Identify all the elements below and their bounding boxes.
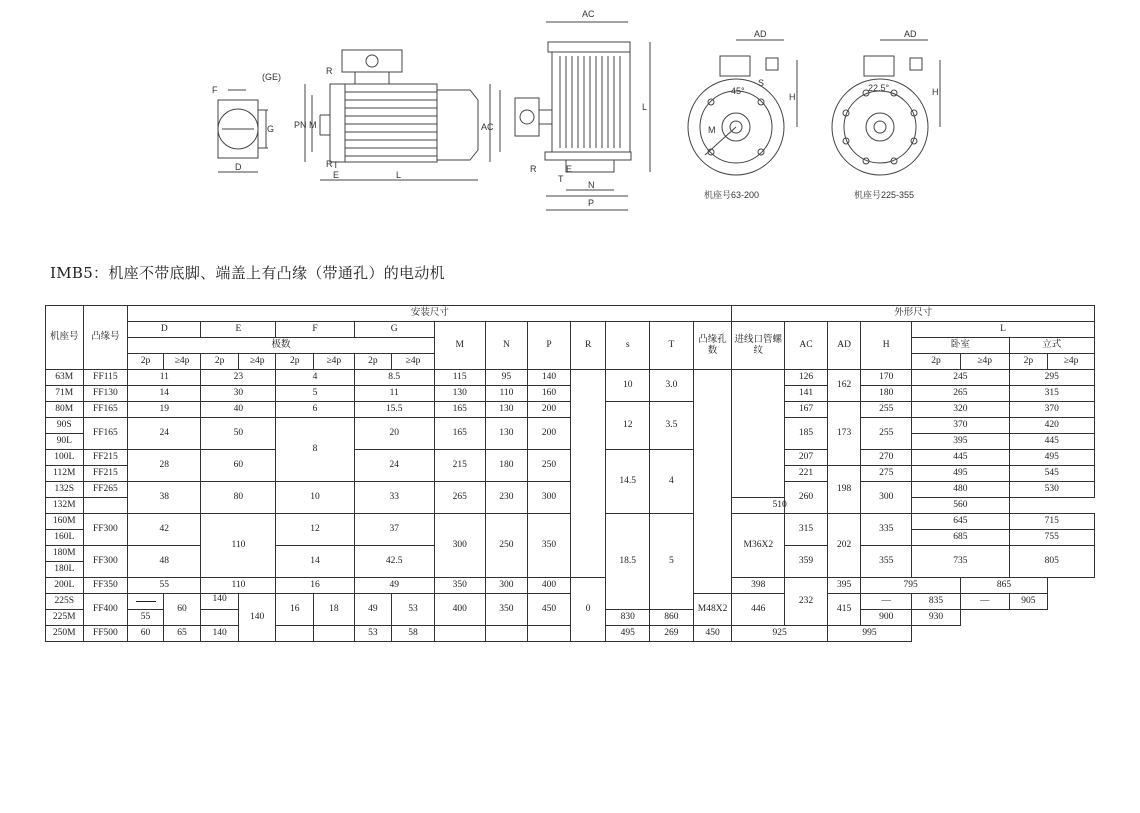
flange-cell bbox=[83, 498, 128, 514]
cell: 315 bbox=[785, 514, 828, 546]
label-h-2: H bbox=[932, 87, 939, 97]
cell: 905 bbox=[1009, 594, 1048, 610]
cell: 865 bbox=[960, 578, 1047, 594]
label-n-1: N bbox=[300, 120, 307, 130]
flange-cell: FF130 bbox=[83, 386, 128, 402]
flange-cell: FF165 bbox=[83, 418, 128, 450]
header-entry: 进线口管螺纹 bbox=[732, 322, 785, 370]
cell: 28 bbox=[128, 450, 201, 482]
cell: 4 bbox=[650, 450, 694, 514]
flange-cell: FF265 bbox=[83, 482, 128, 498]
cell: 33 bbox=[354, 482, 434, 514]
cell: 8 bbox=[276, 418, 354, 482]
frame-cell: 80M bbox=[46, 402, 84, 418]
cell: 350 bbox=[485, 594, 528, 626]
cell: 10 bbox=[606, 370, 650, 402]
cell: 185 bbox=[785, 418, 828, 450]
header-install: 安装尺寸 bbox=[128, 306, 732, 322]
cell: 245 bbox=[912, 370, 1009, 386]
cell: 735 bbox=[912, 546, 1009, 578]
cell: 4 bbox=[276, 370, 354, 386]
header-row bbox=[46, 322, 1095, 338]
cell: 260 bbox=[785, 482, 828, 514]
frame-cell: 71M bbox=[46, 386, 84, 402]
cell bbox=[732, 370, 785, 498]
cell: 160 bbox=[528, 386, 571, 402]
frame-cell: 160L bbox=[46, 530, 84, 546]
cell: 835 bbox=[912, 594, 961, 610]
cell: 5 bbox=[650, 514, 694, 610]
table-row bbox=[46, 626, 1095, 642]
header-d: D bbox=[128, 322, 201, 338]
cell: 15.5 bbox=[354, 402, 434, 418]
cell bbox=[314, 626, 355, 642]
cell: 24 bbox=[128, 418, 201, 450]
cell: 3.0 bbox=[650, 370, 694, 402]
header-e: E bbox=[201, 322, 276, 338]
cell: 110 bbox=[201, 578, 276, 594]
cell: M36X2 bbox=[732, 514, 785, 578]
header-r: R bbox=[570, 322, 606, 370]
cell: 16 bbox=[276, 578, 354, 594]
cell: 645 bbox=[912, 514, 1009, 530]
label-ge: (GE) bbox=[262, 72, 281, 82]
label-m-2: M bbox=[708, 125, 716, 135]
label-ac-top: AC bbox=[582, 9, 595, 19]
cell: 930 bbox=[912, 610, 961, 626]
cell: 55 bbox=[128, 610, 164, 626]
cell: 200 bbox=[528, 418, 571, 450]
cell bbox=[201, 610, 239, 626]
label-p-2: P bbox=[588, 198, 595, 208]
cell: 300 bbox=[485, 578, 528, 594]
cell: 140 bbox=[201, 594, 239, 610]
cell: 269 bbox=[650, 626, 694, 642]
flange-cell: FF215 bbox=[83, 466, 128, 482]
cell: 805 bbox=[1009, 546, 1094, 578]
cell: 12 bbox=[276, 514, 354, 546]
cell: 37 bbox=[354, 514, 434, 546]
frame-cell: 132S bbox=[46, 482, 84, 498]
header-frame: 机座号 bbox=[46, 306, 84, 370]
cell: 398 bbox=[732, 578, 785, 594]
cell: — bbox=[861, 594, 912, 610]
cell: 370 bbox=[1009, 402, 1094, 418]
flange-cell: FF350 bbox=[83, 578, 128, 594]
cell: 300 bbox=[528, 482, 571, 514]
cell: 300 bbox=[434, 514, 485, 578]
header-g: G bbox=[354, 322, 434, 338]
cell: 350 bbox=[528, 514, 571, 578]
frame-cell: 112M bbox=[46, 466, 84, 482]
header-pole: 2p bbox=[276, 354, 314, 370]
cell: — bbox=[960, 594, 1009, 610]
header-pole: ≥4p bbox=[392, 354, 435, 370]
cell: 165 bbox=[434, 418, 485, 450]
cell: 445 bbox=[1009, 434, 1094, 450]
label-ad-2: AD bbox=[904, 29, 917, 39]
cell: 230 bbox=[485, 482, 528, 514]
header-pole: 2p bbox=[1009, 354, 1048, 370]
cell: 53 bbox=[392, 594, 435, 626]
label-f: F bbox=[212, 85, 218, 95]
table-row bbox=[46, 402, 1095, 418]
cell: 130 bbox=[485, 402, 528, 418]
flange-cell: FF500 bbox=[83, 626, 128, 642]
cell: 180 bbox=[861, 386, 912, 402]
cell: 140 bbox=[528, 370, 571, 386]
cell bbox=[276, 626, 314, 642]
cell: 23 bbox=[201, 370, 276, 386]
header-pole: 2p bbox=[354, 354, 392, 370]
cell: 48 bbox=[128, 546, 201, 578]
header-h: H bbox=[861, 322, 912, 370]
cell: 140 bbox=[201, 626, 239, 642]
cell bbox=[570, 370, 606, 578]
frame-cell: 180L bbox=[46, 562, 84, 578]
cell: 95 bbox=[485, 370, 528, 386]
cell: 900 bbox=[861, 610, 912, 626]
cell: 173 bbox=[827, 402, 861, 466]
cell: 14.5 bbox=[606, 450, 650, 514]
cell: 14 bbox=[276, 546, 354, 578]
cell: 49 bbox=[354, 578, 434, 594]
cell: 315 bbox=[1009, 386, 1094, 402]
cell: 495 bbox=[606, 626, 650, 642]
table-row bbox=[46, 482, 1095, 498]
cell: 255 bbox=[861, 402, 912, 418]
cell: 140 bbox=[238, 594, 276, 642]
motor-drawings bbox=[0, 0, 1140, 240]
cell: 18.5 bbox=[606, 514, 650, 610]
cell: 450 bbox=[693, 626, 732, 642]
label-t-2: T bbox=[558, 174, 564, 184]
frame-cell: 225M bbox=[46, 610, 84, 626]
cell: 165 bbox=[434, 402, 485, 418]
cell: 12 bbox=[606, 402, 650, 450]
vertical-view-drawing bbox=[500, 22, 650, 210]
cell: 221 bbox=[785, 466, 828, 482]
cell: 400 bbox=[434, 594, 485, 626]
label-ac-side: AC bbox=[481, 122, 494, 132]
cell: 355 bbox=[861, 546, 912, 578]
table-row bbox=[46, 386, 1095, 402]
cell: 18 bbox=[314, 594, 355, 626]
label-r-3: R bbox=[530, 164, 537, 174]
cell: 335 bbox=[861, 514, 912, 546]
header-holes: 凸缘孔数 bbox=[693, 322, 732, 370]
cell bbox=[693, 370, 732, 594]
cell: 50 bbox=[201, 418, 276, 450]
cell: 38 bbox=[128, 482, 201, 514]
cell: 295 bbox=[1009, 370, 1094, 386]
header-pole: ≥4p bbox=[238, 354, 276, 370]
header-pole: 2p bbox=[128, 354, 164, 370]
cell: 530 bbox=[1009, 482, 1094, 498]
label-t-1: T bbox=[333, 160, 339, 170]
cell: M48X2 bbox=[693, 594, 732, 626]
header-flange: 凸缘号 bbox=[83, 306, 128, 370]
cell: 126 bbox=[785, 370, 828, 386]
cell: 200 bbox=[528, 402, 571, 418]
cell: 860 bbox=[650, 610, 694, 626]
header-pole: ≥4p bbox=[163, 354, 201, 370]
cell: 300 bbox=[861, 482, 912, 514]
frame-cell: 90L bbox=[46, 434, 84, 450]
cell: 275 bbox=[861, 466, 912, 482]
cell: 320 bbox=[912, 402, 1009, 418]
cell: 446 bbox=[732, 594, 785, 626]
cell: 255 bbox=[861, 418, 912, 450]
frame-cell: 200L bbox=[46, 578, 84, 594]
cell: 370 bbox=[912, 418, 1009, 434]
cell: 167 bbox=[785, 402, 828, 418]
dimension-table bbox=[45, 305, 1095, 642]
cell: 11 bbox=[354, 386, 434, 402]
cell: 55 bbox=[128, 578, 201, 594]
header-s: s bbox=[606, 322, 650, 370]
end-view-small-drawing bbox=[688, 40, 797, 175]
header-ad: AD bbox=[827, 322, 861, 370]
label-r-2: R bbox=[326, 159, 333, 169]
cell: 450 bbox=[528, 594, 571, 626]
label-h-1: H bbox=[789, 92, 796, 102]
label-e-1: E bbox=[333, 170, 340, 180]
cell: 16 bbox=[276, 594, 314, 626]
table-row bbox=[46, 594, 1095, 610]
cell: 53 bbox=[354, 626, 392, 642]
cell: 60 bbox=[128, 626, 164, 642]
cell: 495 bbox=[912, 466, 1009, 482]
header-pole: ≥4p bbox=[960, 354, 1009, 370]
header-outline: 外形尺寸 bbox=[732, 306, 1095, 322]
flange-cell: FF300 bbox=[83, 514, 128, 546]
cell: 5 bbox=[276, 386, 354, 402]
header-pole: ≥4p bbox=[314, 354, 355, 370]
cell: 3.5 bbox=[650, 402, 694, 450]
label-l-2: L bbox=[642, 102, 648, 112]
header-p: P bbox=[528, 322, 571, 370]
table-row bbox=[46, 370, 1095, 386]
cell: 80 bbox=[201, 482, 276, 514]
flange-cell: FF300 bbox=[83, 546, 128, 578]
cell: 560 bbox=[912, 498, 1009, 514]
cell: 350 bbox=[434, 578, 485, 594]
cell: 265 bbox=[434, 482, 485, 514]
cell: 215 bbox=[434, 450, 485, 482]
cell: 207 bbox=[785, 450, 828, 466]
frame-cell: 100L bbox=[46, 450, 84, 466]
cell: 270 bbox=[861, 450, 912, 466]
cell: 180 bbox=[485, 450, 528, 482]
cell: 795 bbox=[861, 578, 961, 594]
frame-cell: 160M bbox=[46, 514, 84, 530]
header-horizontal: 卧室 bbox=[912, 338, 1009, 354]
cell: 42 bbox=[128, 514, 201, 546]
caption-small: 机座号63-200 bbox=[704, 190, 760, 200]
cell: 6 bbox=[276, 402, 354, 418]
label-d: D bbox=[235, 162, 242, 172]
cell: 24 bbox=[354, 450, 434, 482]
cell: 265 bbox=[912, 386, 1009, 402]
cell: 202 bbox=[827, 514, 861, 578]
header-l: L bbox=[912, 322, 1095, 338]
label-g: G bbox=[267, 124, 275, 134]
cell: 60 bbox=[163, 594, 201, 626]
frame-cell: 132M bbox=[46, 498, 84, 514]
cell: 755 bbox=[1009, 530, 1094, 546]
header-row bbox=[46, 306, 1095, 322]
header-pole: ≥4p bbox=[1048, 354, 1095, 370]
cell: 715 bbox=[1009, 514, 1094, 530]
cell: 250 bbox=[528, 450, 571, 482]
cell: 130 bbox=[485, 418, 528, 450]
cell: 42.5 bbox=[354, 546, 434, 578]
cell: 400 bbox=[528, 578, 571, 594]
table-row bbox=[46, 450, 1095, 466]
cell: 480 bbox=[912, 482, 1009, 498]
cell: 232 bbox=[785, 578, 828, 626]
cell: 115 bbox=[434, 370, 485, 386]
cell bbox=[528, 626, 571, 642]
frame-cell: 225S bbox=[46, 594, 84, 610]
cell: 162 bbox=[827, 370, 861, 402]
label-p-1: P bbox=[294, 120, 301, 130]
cell: 110 bbox=[485, 386, 528, 402]
cell: 10 bbox=[276, 482, 354, 514]
table-row bbox=[46, 418, 1095, 434]
cell: 925 bbox=[732, 626, 827, 642]
cell bbox=[434, 626, 485, 642]
cell: 198 bbox=[827, 466, 861, 514]
cell: 415 bbox=[827, 594, 861, 626]
cell: 510 bbox=[732, 498, 827, 514]
cell: 110 bbox=[201, 514, 276, 578]
header-ac: AC bbox=[785, 322, 828, 370]
cell: 130 bbox=[434, 386, 485, 402]
flange-cell: FF400 bbox=[83, 594, 128, 626]
cell: 8.5 bbox=[354, 370, 434, 386]
cell: 60 bbox=[201, 450, 276, 482]
cell: 395 bbox=[827, 578, 861, 594]
frame-cell: 63M bbox=[46, 370, 84, 386]
cell: 20 bbox=[354, 418, 434, 450]
header-pole: 2p bbox=[912, 354, 961, 370]
table-row bbox=[46, 514, 1095, 530]
cell: 395 bbox=[912, 434, 1009, 450]
label-r-1: R bbox=[326, 66, 333, 76]
flange-cell: FF115 bbox=[83, 370, 128, 386]
shaft-end-drawing bbox=[218, 90, 268, 172]
cell: 40 bbox=[201, 402, 276, 418]
label-l-1: L bbox=[396, 170, 402, 180]
cell: 495 bbox=[1009, 450, 1094, 466]
end-view-large-drawing bbox=[832, 40, 940, 175]
section-title: IMB5：机座不带底脚、端盖上有凸缘（带通孔）的电动机 bbox=[50, 264, 445, 282]
cell: 170 bbox=[861, 370, 912, 386]
dash-mark bbox=[136, 601, 156, 602]
header-n: N bbox=[485, 322, 528, 370]
label-s: S bbox=[758, 78, 765, 88]
cell: 250 bbox=[485, 514, 528, 578]
label-e-2: E bbox=[566, 164, 573, 174]
cell bbox=[128, 594, 164, 610]
cell: 420 bbox=[1009, 418, 1094, 434]
cell: 65 bbox=[163, 626, 201, 642]
cell: 359 bbox=[785, 546, 828, 578]
caption-large: 机座号225-355 bbox=[854, 190, 915, 200]
cell bbox=[485, 626, 528, 642]
header-f: F bbox=[276, 322, 354, 338]
cell: 19 bbox=[128, 402, 201, 418]
flange-cell: FF165 bbox=[83, 402, 128, 418]
flange-cell: FF215 bbox=[83, 450, 128, 466]
cell: 685 bbox=[912, 530, 1009, 546]
cell: 30 bbox=[201, 386, 276, 402]
label-m-1: M bbox=[309, 120, 317, 130]
header-pole: 2p bbox=[201, 354, 239, 370]
table-row bbox=[46, 578, 1095, 594]
cell: 830 bbox=[606, 610, 650, 626]
cell: 14 bbox=[128, 386, 201, 402]
cell: 995 bbox=[827, 626, 911, 642]
header-m: M bbox=[434, 322, 485, 370]
cell: 58 bbox=[392, 626, 435, 642]
cell: 141 bbox=[785, 386, 828, 402]
label-deg-2: 22.5° bbox=[868, 83, 890, 93]
cell: 545 bbox=[1009, 466, 1094, 482]
header-vertical: 立式 bbox=[1009, 338, 1094, 354]
label-ad-1: AD bbox=[754, 29, 767, 39]
frame-cell: 250M bbox=[46, 626, 84, 642]
header-poles: 极数 bbox=[128, 338, 435, 354]
cell: 49 bbox=[354, 594, 392, 626]
header-t: T bbox=[650, 322, 694, 370]
frame-cell: 90S bbox=[46, 418, 84, 434]
frame-cell: 180M bbox=[46, 546, 84, 562]
cell: 0 bbox=[570, 578, 606, 642]
cell: 445 bbox=[912, 450, 1009, 466]
cell: 11 bbox=[128, 370, 201, 386]
label-deg-1: 45° bbox=[731, 86, 745, 96]
label-n-2: N bbox=[588, 180, 595, 190]
